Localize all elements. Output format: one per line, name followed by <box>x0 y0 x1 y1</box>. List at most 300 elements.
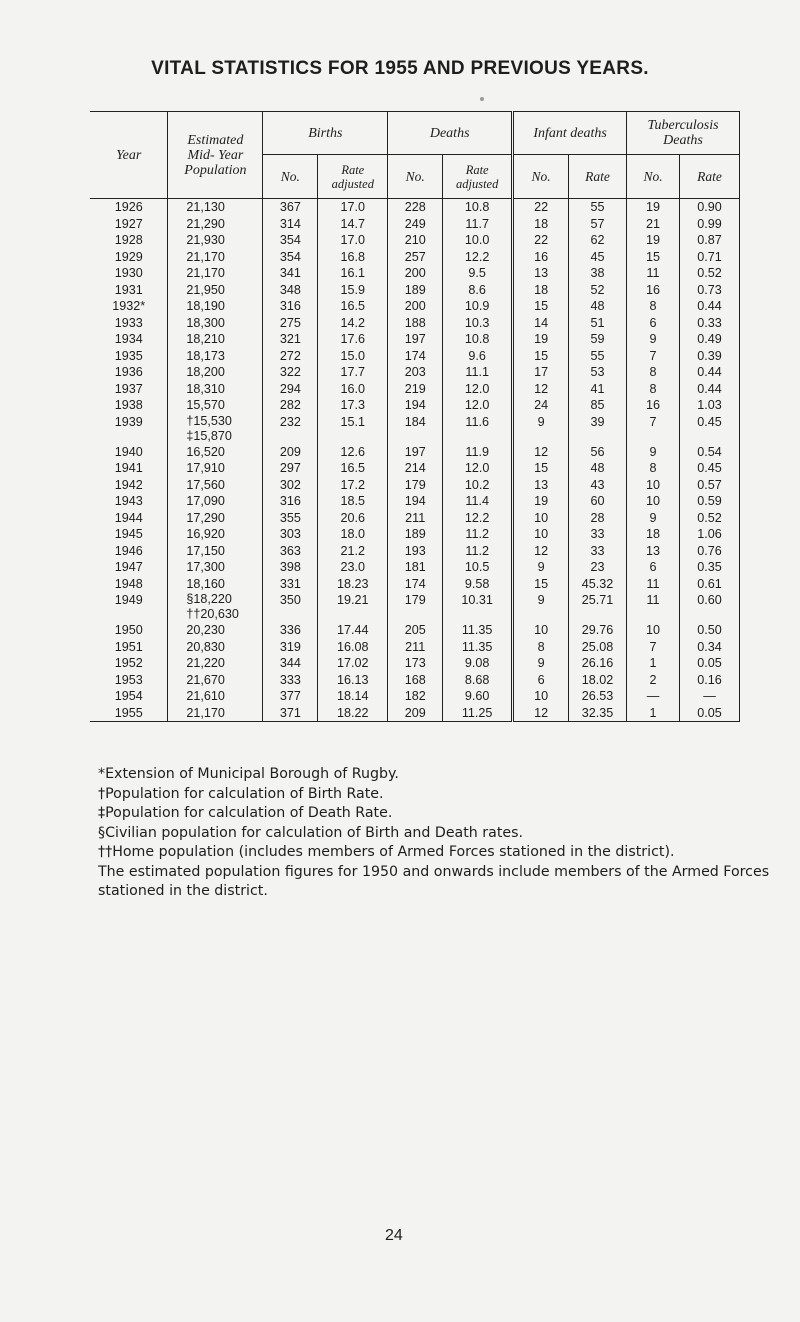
cell-population: 17,300 <box>168 559 263 576</box>
cell-tb-rate: 0.50 <box>679 622 739 639</box>
cell-deaths-rate: 12.2 <box>443 510 513 527</box>
cell-births-no: 302 <box>263 477 318 494</box>
cell-births-rate: 17.3 <box>318 397 388 414</box>
cell-deaths-rate: 9.5 <box>443 265 513 282</box>
cell-infant-no: 10 <box>513 526 569 543</box>
cell-births-no: 341 <box>263 265 318 282</box>
cell-infant-rate: 33 <box>569 526 627 543</box>
table-row <box>90 199 740 216</box>
table-row <box>90 216 740 233</box>
cell-tb-no: 19 <box>627 199 680 216</box>
table-row <box>90 576 740 593</box>
cell-deaths-rate: 11.2 <box>443 543 513 560</box>
cell-population: 18,200 <box>168 364 263 381</box>
cell-births-no: 336 <box>263 622 318 639</box>
table-row <box>90 381 740 398</box>
cell-births-rate: 16.1 <box>318 265 388 282</box>
cell-tb-no: 16 <box>627 397 680 414</box>
cell-deaths-no: 211 <box>388 510 443 527</box>
cell-births-no: 209 <box>263 444 318 461</box>
cell-infant-no: 10 <box>513 622 569 639</box>
cell-year: 1939 <box>114 414 143 429</box>
cell-deaths-no: 174 <box>388 576 443 593</box>
header-population-line-3: Population <box>184 162 247 178</box>
header-tuberculosis-line-1: Tuberculosis <box>647 118 719 133</box>
cell-population: 21,130 <box>168 199 263 216</box>
cell-births-no: 398 <box>263 559 318 576</box>
cell-tb-rate: 0.44 <box>679 381 739 398</box>
cell-tb-rate: 0.57 <box>679 477 739 494</box>
cell-births-no: 294 <box>263 381 318 398</box>
cell-year: 1946 <box>114 543 143 558</box>
cell-infant-rate: 62 <box>569 232 627 249</box>
cell-births-rate: 12.6 <box>318 444 388 461</box>
population-death-rate-value: ‡15,870 <box>186 428 232 443</box>
cell-tb-no: 11 <box>627 265 680 282</box>
cell-infant-rate: 43 <box>569 477 627 494</box>
footnote-home-population: ††Home population (includes members of Armed Forces stationed in the district). <box>98 844 675 860</box>
cell-deaths-no: 168 <box>388 672 443 689</box>
cell-deaths-no: 219 <box>388 381 443 398</box>
header-births-no: No. <box>263 155 318 199</box>
cell-tb-no: 1 <box>627 705 680 722</box>
cell-births-rate: 17.7 <box>318 364 388 381</box>
cell-deaths-rate: 10.31 <box>443 592 513 622</box>
table-row <box>90 559 740 576</box>
cell-deaths-rate: 10.2 <box>443 477 513 494</box>
cell-year: 1944 <box>114 510 143 525</box>
cell-tb-no: 8 <box>627 460 680 477</box>
cell-year: 1930 <box>114 266 143 280</box>
cell-births-no: 319 <box>263 639 318 656</box>
cell-tb-no: 8 <box>627 364 680 381</box>
cell-tb-rate: 1.06 <box>679 526 739 543</box>
cell-population: 21,670 <box>168 672 263 689</box>
cell-tb-rate: 0.05 <box>679 705 739 722</box>
population-death-rate-value: ††20,630 <box>186 607 239 621</box>
cell-deaths-no: 179 <box>388 477 443 494</box>
cell-infant-rate: 55 <box>569 348 627 365</box>
cell-deaths-rate: 12.0 <box>443 460 513 477</box>
cell-infant-rate: 26.16 <box>569 655 627 672</box>
cell-population: 17,910 <box>168 460 263 477</box>
header-tb-no: No. <box>627 155 680 199</box>
cell-infant-no: 13 <box>513 265 569 282</box>
cell-year: 1934 <box>114 332 143 346</box>
cell-births-no: 331 <box>263 576 318 593</box>
cell-deaths-rate: 11.7 <box>443 216 513 233</box>
cell-deaths-no: 210 <box>388 232 443 249</box>
cell-infant-no: 10 <box>513 510 569 527</box>
cell-deaths-no: 249 <box>388 216 443 233</box>
cell-infant-rate: 45 <box>569 249 627 266</box>
cell-infant-rate: 55 <box>569 199 627 216</box>
cell-tb-no: 18 <box>627 526 680 543</box>
cell-population: 21,930 <box>168 232 263 249</box>
cell-tb-rate: 0.52 <box>679 265 739 282</box>
cell-year: 1951 <box>114 639 143 654</box>
cell-tb-rate: 0.05 <box>679 655 739 672</box>
cell-infant-no: 12 <box>513 543 569 560</box>
table-row <box>90 477 740 494</box>
cell-tb-no: 21 <box>627 216 680 233</box>
header-births-rate-adjusted: adjusted <box>331 176 374 191</box>
cell-infant-rate: 26.53 <box>569 688 627 705</box>
cell-tb-no: 9 <box>627 510 680 527</box>
cell-tb-rate: 0.49 <box>679 331 739 348</box>
cell-infant-no: 19 <box>513 493 569 510</box>
header-tuberculosis <box>627 112 740 155</box>
cell-deaths-rate: 11.35 <box>443 622 513 639</box>
cell-deaths-rate: 12.0 <box>443 381 513 398</box>
cell-deaths-no: 182 <box>388 688 443 705</box>
cell-births-rate: 16.5 <box>318 298 388 315</box>
cell-infant-rate: 29.76 <box>569 622 627 639</box>
table-row <box>90 444 740 461</box>
cell-year: 1942 <box>114 477 143 492</box>
cell-deaths-rate: 11.2 <box>443 526 513 543</box>
cell-tb-no: 9 <box>627 444 680 461</box>
cell-deaths-no: 214 <box>388 460 443 477</box>
cell-infant-rate: 32.35 <box>569 705 627 722</box>
cell-deaths-rate: 9.08 <box>443 655 513 672</box>
cell-infant-no: 9 <box>513 559 569 576</box>
cell-deaths-no: 193 <box>388 543 443 560</box>
cell-births-rate: 14.7 <box>318 216 388 233</box>
cell-births-no: 363 <box>263 543 318 560</box>
cell-deaths-rate: 10.0 <box>443 232 513 249</box>
cell-births-no: 272 <box>263 348 318 365</box>
cell-births-no: 355 <box>263 510 318 527</box>
cell-tb-rate: 0.90 <box>679 199 739 216</box>
cell-births-no: 350 <box>263 592 318 622</box>
cell-tb-no: 11 <box>627 592 680 622</box>
header-deaths-no: No. <box>388 155 443 199</box>
table-row <box>90 298 740 315</box>
cell-births-no: 371 <box>263 705 318 722</box>
cell-infant-rate: 25.08 <box>569 639 627 656</box>
vital-statistics-table <box>90 111 740 722</box>
cell-population: 21,290 <box>168 216 263 233</box>
cell-tb-rate: 0.76 <box>679 543 739 560</box>
population-birth-rate-value: §18,220 <box>186 592 232 606</box>
cell-deaths-rate: 11.6 <box>443 414 513 444</box>
cell-infant-rate: 48 <box>569 298 627 315</box>
cell-infant-no: 10 <box>513 688 569 705</box>
table-row <box>90 282 740 299</box>
cell-births-no: 348 <box>263 282 318 299</box>
cell-births-rate: 15.0 <box>318 348 388 365</box>
cell-year: 1938 <box>114 398 143 412</box>
cell-population: 18,160 <box>168 576 263 593</box>
header-births: Births <box>263 112 388 155</box>
cell-population: 18,300 <box>168 315 263 332</box>
cell-deaths-no: 194 <box>388 397 443 414</box>
cell-population: 20,230 <box>168 622 263 639</box>
table-row <box>90 526 740 543</box>
table-header <box>90 112 740 199</box>
cell-infant-no: 15 <box>513 348 569 365</box>
cell-deaths-rate: 11.4 <box>443 493 513 510</box>
cell-tb-no: 11 <box>627 576 680 593</box>
cell-year: 1931 <box>114 282 143 297</box>
cell-population: 18,190 <box>168 298 263 315</box>
header-year: Year <box>116 147 142 163</box>
cell-infant-no: 18 <box>513 282 569 299</box>
cell-deaths-no: 209 <box>388 705 443 722</box>
cell-infant-no: 15 <box>513 460 569 477</box>
cell-births-rate: 14.2 <box>318 315 388 332</box>
cell-deaths-rate: 11.35 <box>443 639 513 656</box>
cell-population: 21,170 <box>168 705 263 722</box>
cell-deaths-no: 257 <box>388 249 443 266</box>
cell-deaths-no: 211 <box>388 639 443 656</box>
cell-births-rate: 16.08 <box>318 639 388 656</box>
cell-births-no: 322 <box>263 364 318 381</box>
cell-tb-no: 6 <box>627 315 680 332</box>
cell-births-rate: 17.0 <box>318 199 388 216</box>
cell-infant-no: 6 <box>513 672 569 689</box>
cell-births-rate: 16.8 <box>318 249 388 266</box>
cell-tb-no: 8 <box>627 381 680 398</box>
table-row <box>90 510 740 527</box>
cell-deaths-no: 194 <box>388 493 443 510</box>
cell-births-rate: 17.0 <box>318 232 388 249</box>
cell-infant-no: 9 <box>513 592 569 622</box>
cell-infant-no: 22 <box>513 199 569 216</box>
cell-deaths-no: 200 <box>388 265 443 282</box>
cell-population <box>168 592 263 622</box>
cell-tb-rate: 0.35 <box>679 559 739 576</box>
cell-tb-no: 19 <box>627 232 680 249</box>
cell-year: 1949 <box>114 593 143 607</box>
cell-births-rate: 20.6 <box>318 510 388 527</box>
cell-births-no: 316 <box>263 493 318 510</box>
cell-infant-rate: 56 <box>569 444 627 461</box>
table-row <box>90 460 740 477</box>
cell-deaths-rate: 8.6 <box>443 282 513 299</box>
cell-births-rate: 15.9 <box>318 282 388 299</box>
cell-deaths-no: 184 <box>388 414 443 444</box>
cell-births-no: 314 <box>263 216 318 233</box>
cell-infant-no: 24 <box>513 397 569 414</box>
page-title: VITAL STATISTICS FOR 1955 AND PREVIOUS YEARS. <box>151 58 649 79</box>
table-row <box>90 592 740 622</box>
cell-year: 1947 <box>114 560 143 574</box>
table-row <box>90 639 740 656</box>
cell-deaths-rate: 11.1 <box>443 364 513 381</box>
cell-infant-rate: 53 <box>569 364 627 381</box>
cell-tb-no: 16 <box>627 282 680 299</box>
header-births-rate-label: Rate <box>341 162 365 177</box>
cell-births-rate: 18.23 <box>318 576 388 593</box>
cell-births-no: 275 <box>263 315 318 332</box>
table-row <box>90 249 740 266</box>
cell-infant-no: 12 <box>513 705 569 722</box>
table-row <box>90 655 740 672</box>
cell-year: 1941 <box>114 461 143 475</box>
cell-tb-rate: 0.73 <box>679 282 739 299</box>
cell-population: 16,920 <box>168 526 263 543</box>
cell-year: 1952 <box>114 656 143 670</box>
cell-tb-rate: 0.44 <box>679 364 739 381</box>
cell-population: 21,220 <box>168 655 263 672</box>
cell-population: 17,290 <box>168 510 263 527</box>
cell-infant-rate: 85 <box>569 397 627 414</box>
cell-births-rate: 21.2 <box>318 543 388 560</box>
cell-year: 1955 <box>90 705 168 722</box>
cell-infant-no: 19 <box>513 331 569 348</box>
cell-infant-no: 9 <box>513 655 569 672</box>
cell-year: 1927 <box>114 216 143 231</box>
cell-infant-no: 12 <box>513 381 569 398</box>
cell-population: 17,150 <box>168 543 263 560</box>
cell-infant-rate: 33 <box>569 543 627 560</box>
cell-tb-rate: 0.45 <box>679 414 739 444</box>
cell-year: 1937 <box>114 381 143 396</box>
footnote-death-rate-population: ‡Population for calculation of Death Rate. <box>98 805 393 821</box>
cell-year: 1948 <box>114 576 143 591</box>
cell-infant-no: 14 <box>513 315 569 332</box>
cell-population: 18,210 <box>168 331 263 348</box>
cell-infant-no: 15 <box>513 298 569 315</box>
cell-tb-rate: 0.45 <box>679 460 739 477</box>
cell-deaths-no: 189 <box>388 282 443 299</box>
cell-year: 1943 <box>114 494 143 508</box>
cell-tb-no: — <box>627 688 680 705</box>
cell-births-rate: 17.2 <box>318 477 388 494</box>
cell-infant-no: 12 <box>513 444 569 461</box>
cell-infant-rate: 45.32 <box>569 576 627 593</box>
cell-deaths-rate: 11.9 <box>443 444 513 461</box>
cell-infant-no: 17 <box>513 364 569 381</box>
cell-tb-rate: 0.54 <box>679 444 739 461</box>
header-infant-no: No. <box>513 155 569 199</box>
cell-deaths-no: 188 <box>388 315 443 332</box>
cell-population: 21,170 <box>168 249 263 266</box>
cell-population: 21,610 <box>168 688 263 705</box>
cell-deaths-no: 200 <box>388 298 443 315</box>
table-row <box>90 705 740 722</box>
cell-infant-no: 13 <box>513 477 569 494</box>
cell-year: 1953 <box>114 672 143 687</box>
header-deaths-rate-adjusted: adjusted <box>455 176 499 191</box>
cell-births-no: 333 <box>263 672 318 689</box>
cell-births-no: 344 <box>263 655 318 672</box>
table-row <box>90 688 740 705</box>
table-row <box>90 543 740 560</box>
cell-tb-rate: 0.71 <box>679 249 739 266</box>
cell-births-no: 354 <box>263 232 318 249</box>
cell-tb-no: 10 <box>627 477 680 494</box>
header-population <box>168 112 263 199</box>
cell-population: 16,520 <box>168 444 263 461</box>
cell-year: 1929 <box>114 249 143 264</box>
cell-tb-rate: 1.03 <box>679 397 739 414</box>
footnote-birth-rate-population: †Population for calculation of Birth Rate. <box>98 785 384 802</box>
header-population-line-1: Estimated <box>187 132 244 148</box>
header-deaths-rate-label: Rate <box>465 162 489 177</box>
footnote-civilian-population: §Civilian population for calculation of Birth and Death rates. <box>98 824 524 841</box>
cell-deaths-no: 174 <box>388 348 443 365</box>
cell-year: 1940 <box>114 444 143 459</box>
cell-year: 1935 <box>114 348 143 363</box>
population-birth-rate-value: †15,530 <box>186 413 232 428</box>
cell-year: 1945 <box>114 527 143 541</box>
cell-tb-no: 8 <box>627 298 680 315</box>
cell-infant-rate: 28 <box>569 510 627 527</box>
cell-year: 1936 <box>114 365 143 379</box>
footnote-extension: *Extension of Municipal Borough of Rugby. <box>98 766 399 782</box>
cell-tb-no: 15 <box>627 249 680 266</box>
cell-births-no: 367 <box>263 199 318 216</box>
cell-infant-no: 18 <box>513 216 569 233</box>
cell-deaths-rate: 10.8 <box>443 331 513 348</box>
table-row <box>90 364 740 381</box>
cell-infant-rate: 59 <box>569 331 627 348</box>
cell-births-rate: 18.22 <box>318 705 388 722</box>
cell-deaths-rate: 10.3 <box>443 315 513 332</box>
cell-deaths-rate: 9.6 <box>443 348 513 365</box>
cell-births-rate: 17.44 <box>318 622 388 639</box>
cell-tb-rate: 0.99 <box>679 216 739 233</box>
cell-infant-rate: 51 <box>569 315 627 332</box>
table-row <box>90 265 740 282</box>
cell-deaths-rate: 12.0 <box>443 397 513 414</box>
cell-births-no: 297 <box>263 460 318 477</box>
cell-tb-no: 13 <box>627 543 680 560</box>
cell-infant-rate: 60 <box>569 493 627 510</box>
cell-deaths-no: 181 <box>388 559 443 576</box>
cell-deaths-no: 197 <box>388 444 443 461</box>
cell-infant-rate: 57 <box>569 216 627 233</box>
cell-deaths-rate: 10.8 <box>443 199 513 216</box>
cell-tb-no: 7 <box>627 639 680 656</box>
header-tb-rate: Rate <box>679 155 739 199</box>
cell-population: 21,170 <box>168 265 263 282</box>
cell-tb-no: 9 <box>627 331 680 348</box>
cell-tb-rate: 0.16 <box>679 672 739 689</box>
table-row <box>90 672 740 689</box>
cell-births-no: 377 <box>263 688 318 705</box>
cell-tb-rate: 0.39 <box>679 348 739 365</box>
cell-deaths-no: 189 <box>388 526 443 543</box>
cell-infant-rate: 38 <box>569 265 627 282</box>
cell-tb-no: 10 <box>627 622 680 639</box>
cell-infant-rate: 52 <box>569 282 627 299</box>
cell-births-rate: 18.0 <box>318 526 388 543</box>
cell-infant-no: 22 <box>513 232 569 249</box>
cell-year: 1954 <box>114 689 143 703</box>
cell-births-rate: 23.0 <box>318 559 388 576</box>
cell-deaths-rate: 9.60 <box>443 688 513 705</box>
cell-births-rate: 16.0 <box>318 381 388 398</box>
cell-infant-no: 8 <box>513 639 569 656</box>
cell-births-rate: 15.1 <box>318 414 388 444</box>
cell-deaths-no: 228 <box>388 199 443 216</box>
cell-tb-rate: 0.61 <box>679 576 739 593</box>
cell-deaths-rate: 12.2 <box>443 249 513 266</box>
cell-tb-rate: 0.59 <box>679 493 739 510</box>
cell-births-rate: 18.5 <box>318 493 388 510</box>
cell-tb-no: 7 <box>627 414 680 444</box>
table-row <box>90 315 740 332</box>
cell-deaths-rate: 10.5 <box>443 559 513 576</box>
cell-infant-rate: 23 <box>569 559 627 576</box>
table-row <box>90 232 740 249</box>
cell-births-rate: 18.14 <box>318 688 388 705</box>
cell-infant-no: 15 <box>513 576 569 593</box>
